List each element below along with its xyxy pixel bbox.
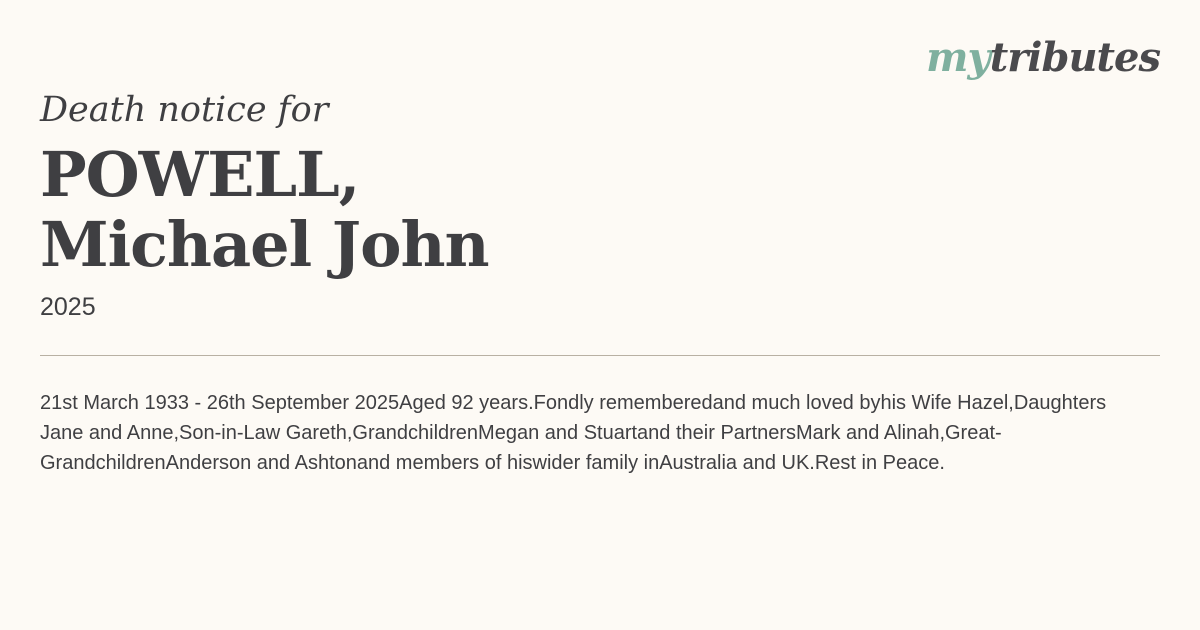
- notice-body-line: 21st March 1933 - 26th September 2025Aged 92 years.Fondly rememberedand much loved byhis Wife Hazel,Daughters: [40, 392, 1107, 414]
- divider: [40, 355, 1160, 356]
- notice-year: 2025: [40, 293, 96, 321]
- logo-prefix: my: [926, 34, 990, 81]
- notice-type-label: Death notice for: [40, 90, 329, 130]
- notice-body: [40, 388, 1200, 508]
- mytributes-logo[interactable]: [926, 34, 1160, 82]
- notice-body-line: GrandchildrenAnderson and Ashtonand members of hiswider family inAustralia and UK.Rest in Peace.: [40, 452, 945, 474]
- logo-suffix: tributes: [989, 34, 1160, 81]
- deceased-name: [40, 140, 489, 280]
- deceased-given-names: Michael John: [40, 208, 489, 281]
- deceased-surname: POWELL,: [40, 138, 360, 211]
- notice-body-line: Jane and Anne,Son-in-Law Gareth,GrandchildrenMegan and Stuartand their PartnersMark and Alinah,Great-: [40, 422, 1002, 444]
